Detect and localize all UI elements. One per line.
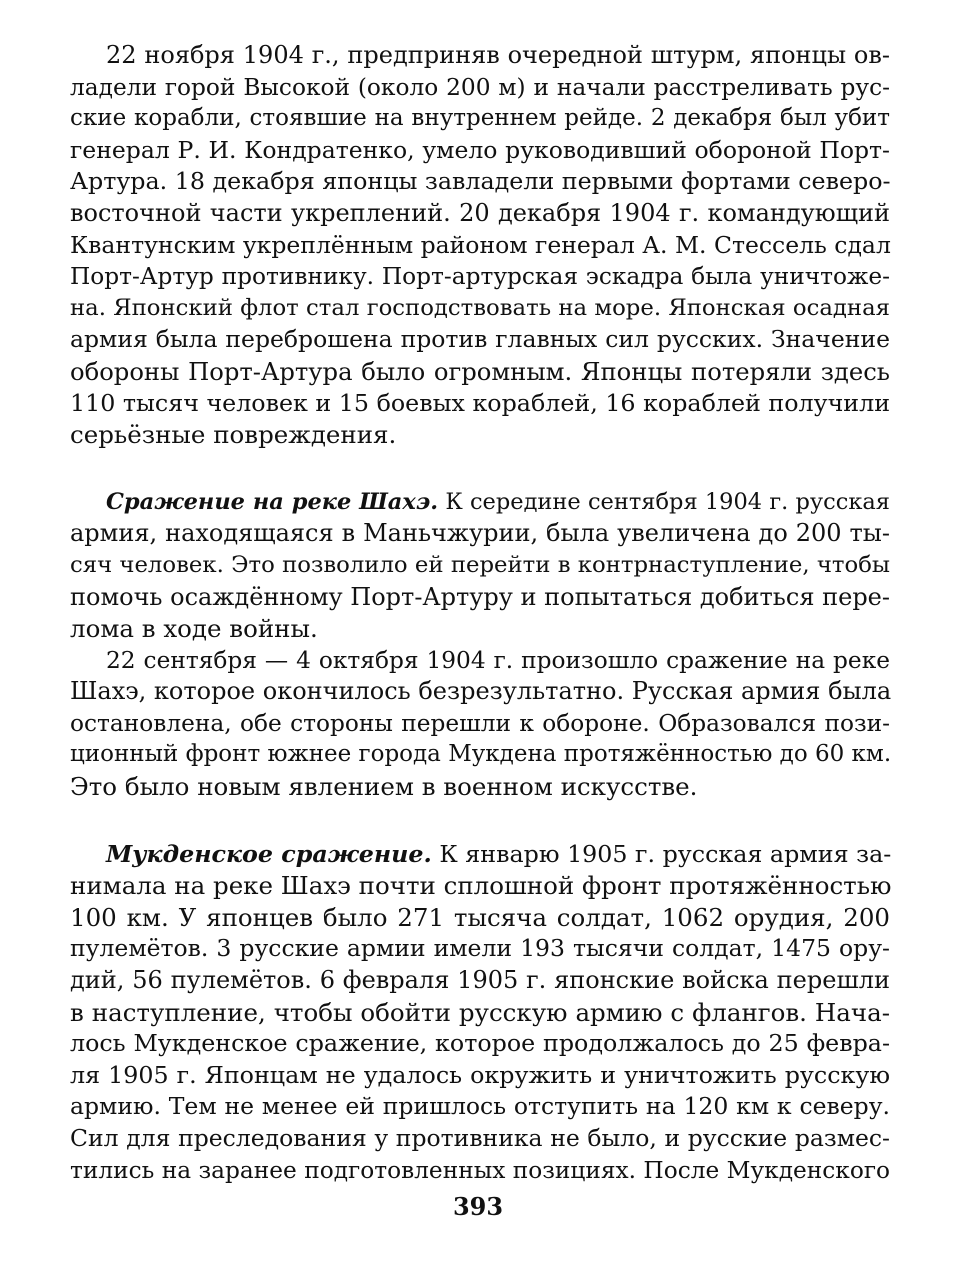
text-line: 22 ноября 1904 г., предприняв очередной штурм, японцы ов- (106, 41, 890, 69)
text-line: ские корабли, стоявшие на внутреннем рейде. 2 декабря был убит (70, 105, 890, 132)
paragraph-shahe-outcome (70, 645, 890, 803)
text-line: Шахэ, которое окончилось безрезультатно. Русская армия была (70, 677, 892, 706)
text-line: 22 сентября — 4 октября 1904 г. произошло сражение на реке (106, 646, 890, 674)
text-line: на. Японский флот стал господствовать на море. Японская осадная (70, 294, 890, 321)
text-line: остановлена, обе стороны перешли к обороне. Образовался пози- (70, 709, 890, 737)
text-line: в наступление, чтобы обойти русскую армию с флангов. Нача- (70, 997, 890, 1027)
text-line: дий, 56 пулемётов. 6 февраля 1905 г. японские войска перешли (70, 966, 890, 995)
text-line: тились на заранее подготовленных позициях. После Мукденского (70, 1156, 890, 1184)
section-gap (70, 803, 890, 839)
text-line: ционный фронт южнее города Мукдена протяжённостью до 60 км. (70, 741, 892, 768)
text-line: Это было новым явлением в военном искусстве. (70, 772, 698, 802)
paragraph-shahe-battle (70, 487, 890, 645)
text-line: восточной части укреплений. 20 декабря 1904 г. командующий (70, 198, 890, 227)
section-gap (70, 451, 890, 487)
text-run: К середине сентября 1904 г. русская (438, 488, 890, 515)
section-heading-shahe: Сражение на реке Шахэ. (106, 488, 439, 515)
text-line: Сил для преследования у противника не было, и русские размес- (70, 1124, 890, 1152)
text-line: сяч человек. Это позволило ей перейти в контрнаступление, чтобы (70, 551, 890, 578)
text-line: ля 1905 г. Японцам не удалось окружить и уничтожить русскую (70, 1060, 890, 1089)
text-line: Квантунским укреплённым районом генерал А. М. Стессель сдал (70, 230, 891, 259)
text-line: помочь осаждённому Порт-Артуру и попытаться добиться пере- (70, 582, 890, 611)
text-line: пулемётов. 3 русские армии имели 193 тысячи солдат, 1475 ору- (70, 934, 890, 963)
text-line: армию. Тем не менее ей пришлось отступить на 120 км к северу. (70, 1092, 890, 1121)
text-line: 100 км. У японцев было 271 тысяча солдат, 1062 орудия, 200 (70, 902, 890, 932)
text-line: 110 тысяч человек и 15 боевых кораблей, 16 кораблей получили (70, 388, 891, 417)
text-line: генерал Р. И. Кондратенко, умело руководивший обороной Порт- (70, 135, 890, 164)
text-line: нимала на реке Шахэ почти сплошной фронт протяжённостью (70, 871, 892, 901)
text-line: армия, находящаяся в Маньчжурии, была увеличена до 200 ты- (70, 519, 890, 548)
text-line: серьёзные повреждения. (70, 420, 397, 450)
text-line: лось Мукденское сражение, которое продолжалось до 25 февра- (70, 1029, 890, 1058)
page-body (70, 40, 890, 1186)
text-line: обороны Порт-Артура было огромным. Японцы потеряли здесь (70, 356, 890, 386)
paragraph-port-arthur (70, 40, 890, 451)
text-line: армия была переброшена против главных сил русских. Значение (70, 325, 890, 354)
text-line: Артура. 18 декабря японцы завладели первыми фортами северо- (70, 167, 891, 196)
text-line (70, 487, 890, 519)
page-number: 393 (452, 1192, 504, 1221)
text-line: лома в ходе войны. (70, 614, 318, 644)
section-heading-mukden: Мукденское сражение. (106, 839, 432, 868)
text-line (70, 839, 890, 871)
text-line: Порт-Артур противнику. Порт-артурская эскадра была уничтоже- (70, 263, 890, 291)
paragraph-mukden-battle (70, 839, 890, 1187)
text-line: ладели горой Высокой (около 200 м) и начали расстреливать рус- (70, 73, 890, 101)
text-run: К январю 1905 г. русская армия за- (431, 839, 892, 868)
